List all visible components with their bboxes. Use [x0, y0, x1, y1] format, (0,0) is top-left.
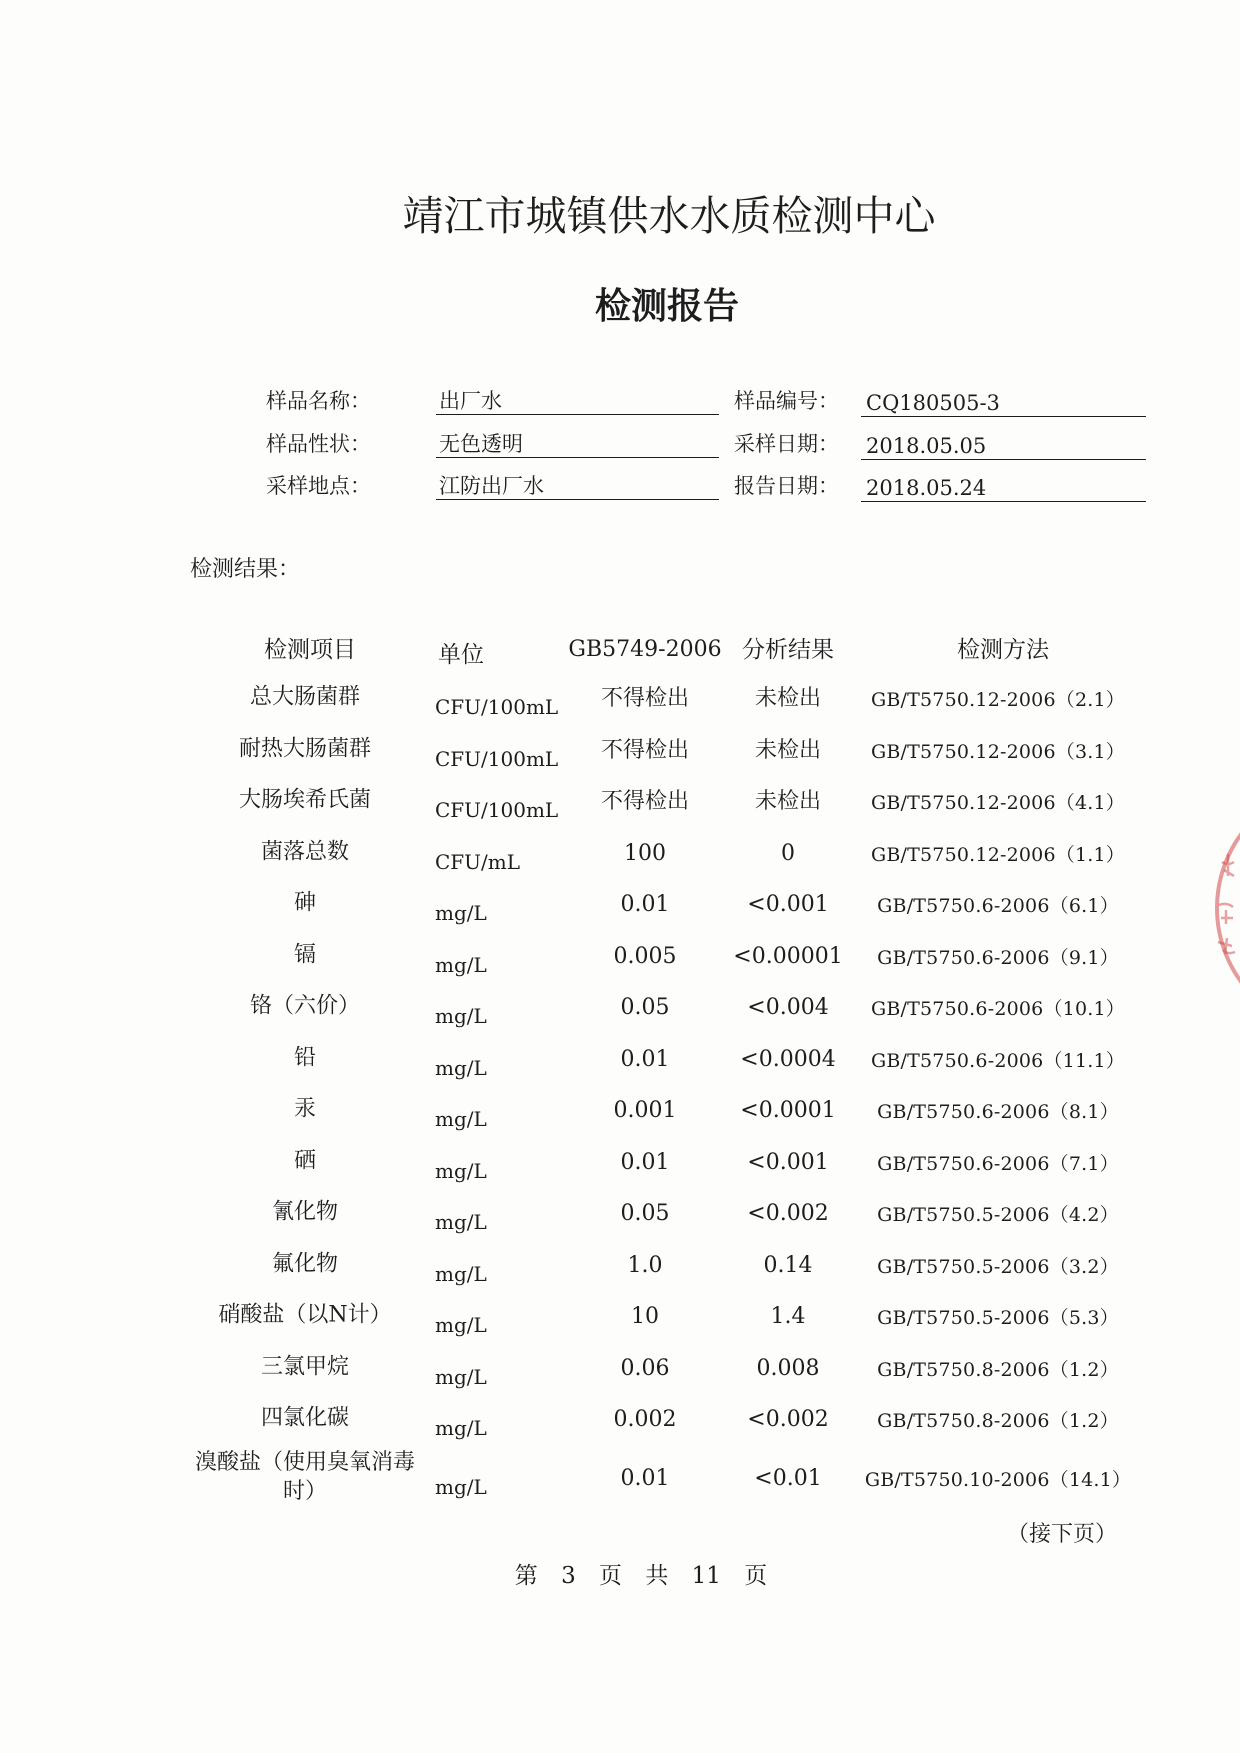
table-row: [0, 839, 1240, 874]
item-name-cell: 铬（六价）: [249, 993, 360, 1019]
page-number-footer: 第 3 页 共 11 页: [514, 1563, 768, 1589]
sample-name-value: 出厂水: [436, 388, 719, 415]
report-title: 检测报告: [594, 285, 739, 327]
table-row: [0, 1045, 1240, 1080]
test-method-cell: GB/T5750.6-2006（11.1）: [871, 1049, 1125, 1072]
item-name-cell: 汞: [293, 1096, 316, 1122]
standard-limit-cell: 0.002: [613, 1407, 677, 1432]
sampling-date-value: 2018.05.05: [861, 433, 1146, 460]
standard-limit-cell: 0.01: [620, 1046, 670, 1072]
unit-cell: CFU/100mL: [435, 746, 559, 771]
test-method-cell: GB/T5750.10-2006（14.1）: [864, 1468, 1132, 1491]
analysis-result-cell: 未检出: [754, 737, 821, 763]
analysis-result-cell: <0.001: [747, 1149, 829, 1175]
table-row: [0, 736, 1240, 771]
test-method-cell: GB/T5750.12-2006（1.1）: [871, 843, 1125, 866]
standard-limit-cell: 0.001: [613, 1098, 677, 1123]
organization-title: 靖江市城镇供水水质检测中心: [402, 192, 936, 240]
analysis-result-cell: 未检出: [754, 686, 821, 711]
item-name-cell: 三氯甲烷: [260, 1354, 349, 1379]
analysis-result-cell: 0.008: [756, 1355, 820, 1381]
test-method-cell: GB/T5750.12-2006（3.1）: [871, 740, 1125, 763]
analysis-result-cell: <0.002: [747, 1407, 829, 1432]
analysis-result-cell: <0.0001: [740, 1098, 836, 1123]
continued-note: （接下页）: [1006, 1522, 1117, 1547]
standard-limit-cell: 0.01: [620, 892, 670, 917]
standard-limit-cell: 10: [631, 1304, 659, 1329]
unit-cell: mg/L: [435, 1313, 487, 1337]
unit-cell: mg/L: [435, 1364, 487, 1389]
analysis-result-cell: 0: [781, 840, 795, 866]
analysis-result-cell: 1.4: [770, 1304, 806, 1329]
report-date-value: 2018.05.24: [861, 475, 1146, 502]
analysis-result-cell: 0.14: [763, 1252, 813, 1278]
unit-cell: mg/L: [435, 1261, 487, 1286]
red-stamp: [1195, 810, 1240, 1010]
item-name-cell: 砷: [293, 890, 316, 916]
sample-appearance-label: 样品性状：: [266, 432, 371, 456]
table-row: [0, 1199, 1240, 1234]
standard-limit-cell: 0.005: [613, 943, 677, 969]
table-row: [0, 1302, 1240, 1337]
item-name-cell: 大肠埃希氏菌: [238, 787, 371, 813]
unit-cell: CFU/100mL: [435, 695, 559, 719]
test-method-cell: GB/T5750.12-2006（2.1）: [871, 689, 1125, 711]
sample-appearance-value: 无色透明: [436, 431, 719, 458]
item-name-cell: 四氯化碳: [260, 1405, 349, 1431]
standard-limit-cell: 0.05: [620, 995, 670, 1020]
item-name-cell: 总大肠菌群: [249, 684, 360, 710]
report-date-label: 报告日期：: [734, 474, 839, 498]
test-method-cell: GB/T5750.12-2006（4.1）: [871, 792, 1125, 814]
table-row: [0, 787, 1240, 822]
item-name-cell: 硝酸盐（以N计）: [218, 1302, 392, 1328]
test-method-cell: GB/T5750.8-2006（1.2）: [877, 1410, 1119, 1432]
item-name-cell: 硒: [293, 1148, 316, 1173]
standard-limit-cell: 不得检出: [600, 737, 689, 763]
table-row: [0, 684, 1240, 719]
test-method-cell: GB/T5750.6-2006（10.1）: [871, 998, 1125, 1020]
table-row: [0, 942, 1240, 977]
test-method-cell: GB/T5750.6-2006（6.1）: [877, 895, 1119, 917]
unit-cell: mg/L: [435, 1158, 487, 1183]
results-section-label: 检测结果：: [190, 557, 301, 582]
test-method-cell: GB/T5750.6-2006（9.1）: [877, 946, 1119, 969]
standard-limit-cell: 不得检出: [600, 789, 689, 814]
analysis-result-cell: <0.002: [747, 1201, 829, 1226]
results-table-header: [0, 637, 1240, 668]
analysis-result-cell: <0.004: [747, 995, 829, 1020]
standard-limit-cell: 0.01: [620, 1465, 670, 1491]
sampling-location-label: 采样地点：: [266, 474, 371, 498]
unit-cell: CFU/mL: [435, 849, 521, 874]
column-header-standard: GB5749-2006: [568, 637, 722, 662]
sample-name-label: 样品名称：: [266, 389, 371, 413]
unit-cell: mg/L: [435, 1210, 487, 1234]
standard-limit-cell: 100: [624, 840, 666, 866]
table-row: [0, 1096, 1240, 1131]
table-row: [0, 1148, 1240, 1183]
item-name-cell: 菌落总数: [260, 839, 349, 864]
table-row: [0, 1251, 1240, 1286]
test-method-cell: GB/T5750.6-2006（8.1）: [877, 1101, 1119, 1123]
column-header-result: 分析结果: [742, 637, 834, 663]
unit-cell: CFU/100mL: [435, 798, 559, 822]
sample-id-value: CQ180505-3: [861, 390, 1146, 417]
unit-cell: mg/L: [435, 1474, 487, 1499]
item-name-cell: 氰化物: [271, 1199, 338, 1225]
analysis-result-cell: <0.01: [754, 1465, 822, 1491]
unit-cell: mg/L: [435, 1004, 487, 1028]
item-name-cell: 溴酸盐（使用臭氧消毒时）: [194, 1449, 415, 1504]
standard-limit-cell: 不得检出: [600, 686, 689, 711]
analysis-result-cell: <0.001: [747, 892, 829, 917]
sampling-date-label: 采样日期：: [734, 432, 839, 456]
test-method-cell: GB/T5750.5-2006（5.3）: [877, 1307, 1119, 1329]
analysis-result-cell: <0.0004: [740, 1046, 836, 1072]
column-header-method: 检测方法: [957, 637, 1049, 663]
test-method-cell: GB/T5750.8-2006（1.2）: [877, 1358, 1119, 1381]
test-method-cell: GB/T5750.5-2006（4.2）: [877, 1204, 1119, 1226]
standard-limit-cell: 1.0: [627, 1252, 663, 1278]
table-row: [0, 1449, 1240, 1504]
standard-limit-cell: 0.01: [620, 1149, 670, 1175]
table-row: [0, 890, 1240, 925]
test-method-cell: GB/T5750.5-2006（3.2）: [877, 1255, 1119, 1278]
column-header-unit: 单位: [438, 642, 484, 668]
column-header-item: 检测项目: [264, 637, 356, 663]
unit-cell: mg/L: [435, 1416, 487, 1440]
unit-cell: mg/L: [435, 901, 487, 925]
sample-id-label: 样品编号：: [734, 389, 839, 413]
item-name-cell: 耐热大肠菌群: [238, 736, 371, 761]
stamp-ring: [1217, 810, 1240, 1010]
table-row: [0, 993, 1240, 1028]
standard-limit-cell: 0.06: [620, 1355, 670, 1381]
test-method-cell: GB/T5750.6-2006（7.1）: [877, 1152, 1119, 1175]
analysis-result-cell: 未检出: [754, 789, 821, 814]
unit-cell: mg/L: [435, 952, 487, 977]
item-name-cell: 镉: [293, 942, 316, 967]
standard-limit-cell: 0.05: [620, 1201, 670, 1226]
unit-cell: mg/L: [435, 1107, 487, 1131]
unit-cell: mg/L: [435, 1055, 487, 1080]
table-row: [0, 1354, 1240, 1389]
item-name-cell: 铅: [293, 1045, 316, 1070]
analysis-result-cell: <0.00001: [733, 943, 843, 969]
sampling-location-value: 江防出厂水: [436, 473, 719, 500]
item-name-cell: 氟化物: [271, 1251, 338, 1276]
table-row: [0, 1405, 1240, 1440]
